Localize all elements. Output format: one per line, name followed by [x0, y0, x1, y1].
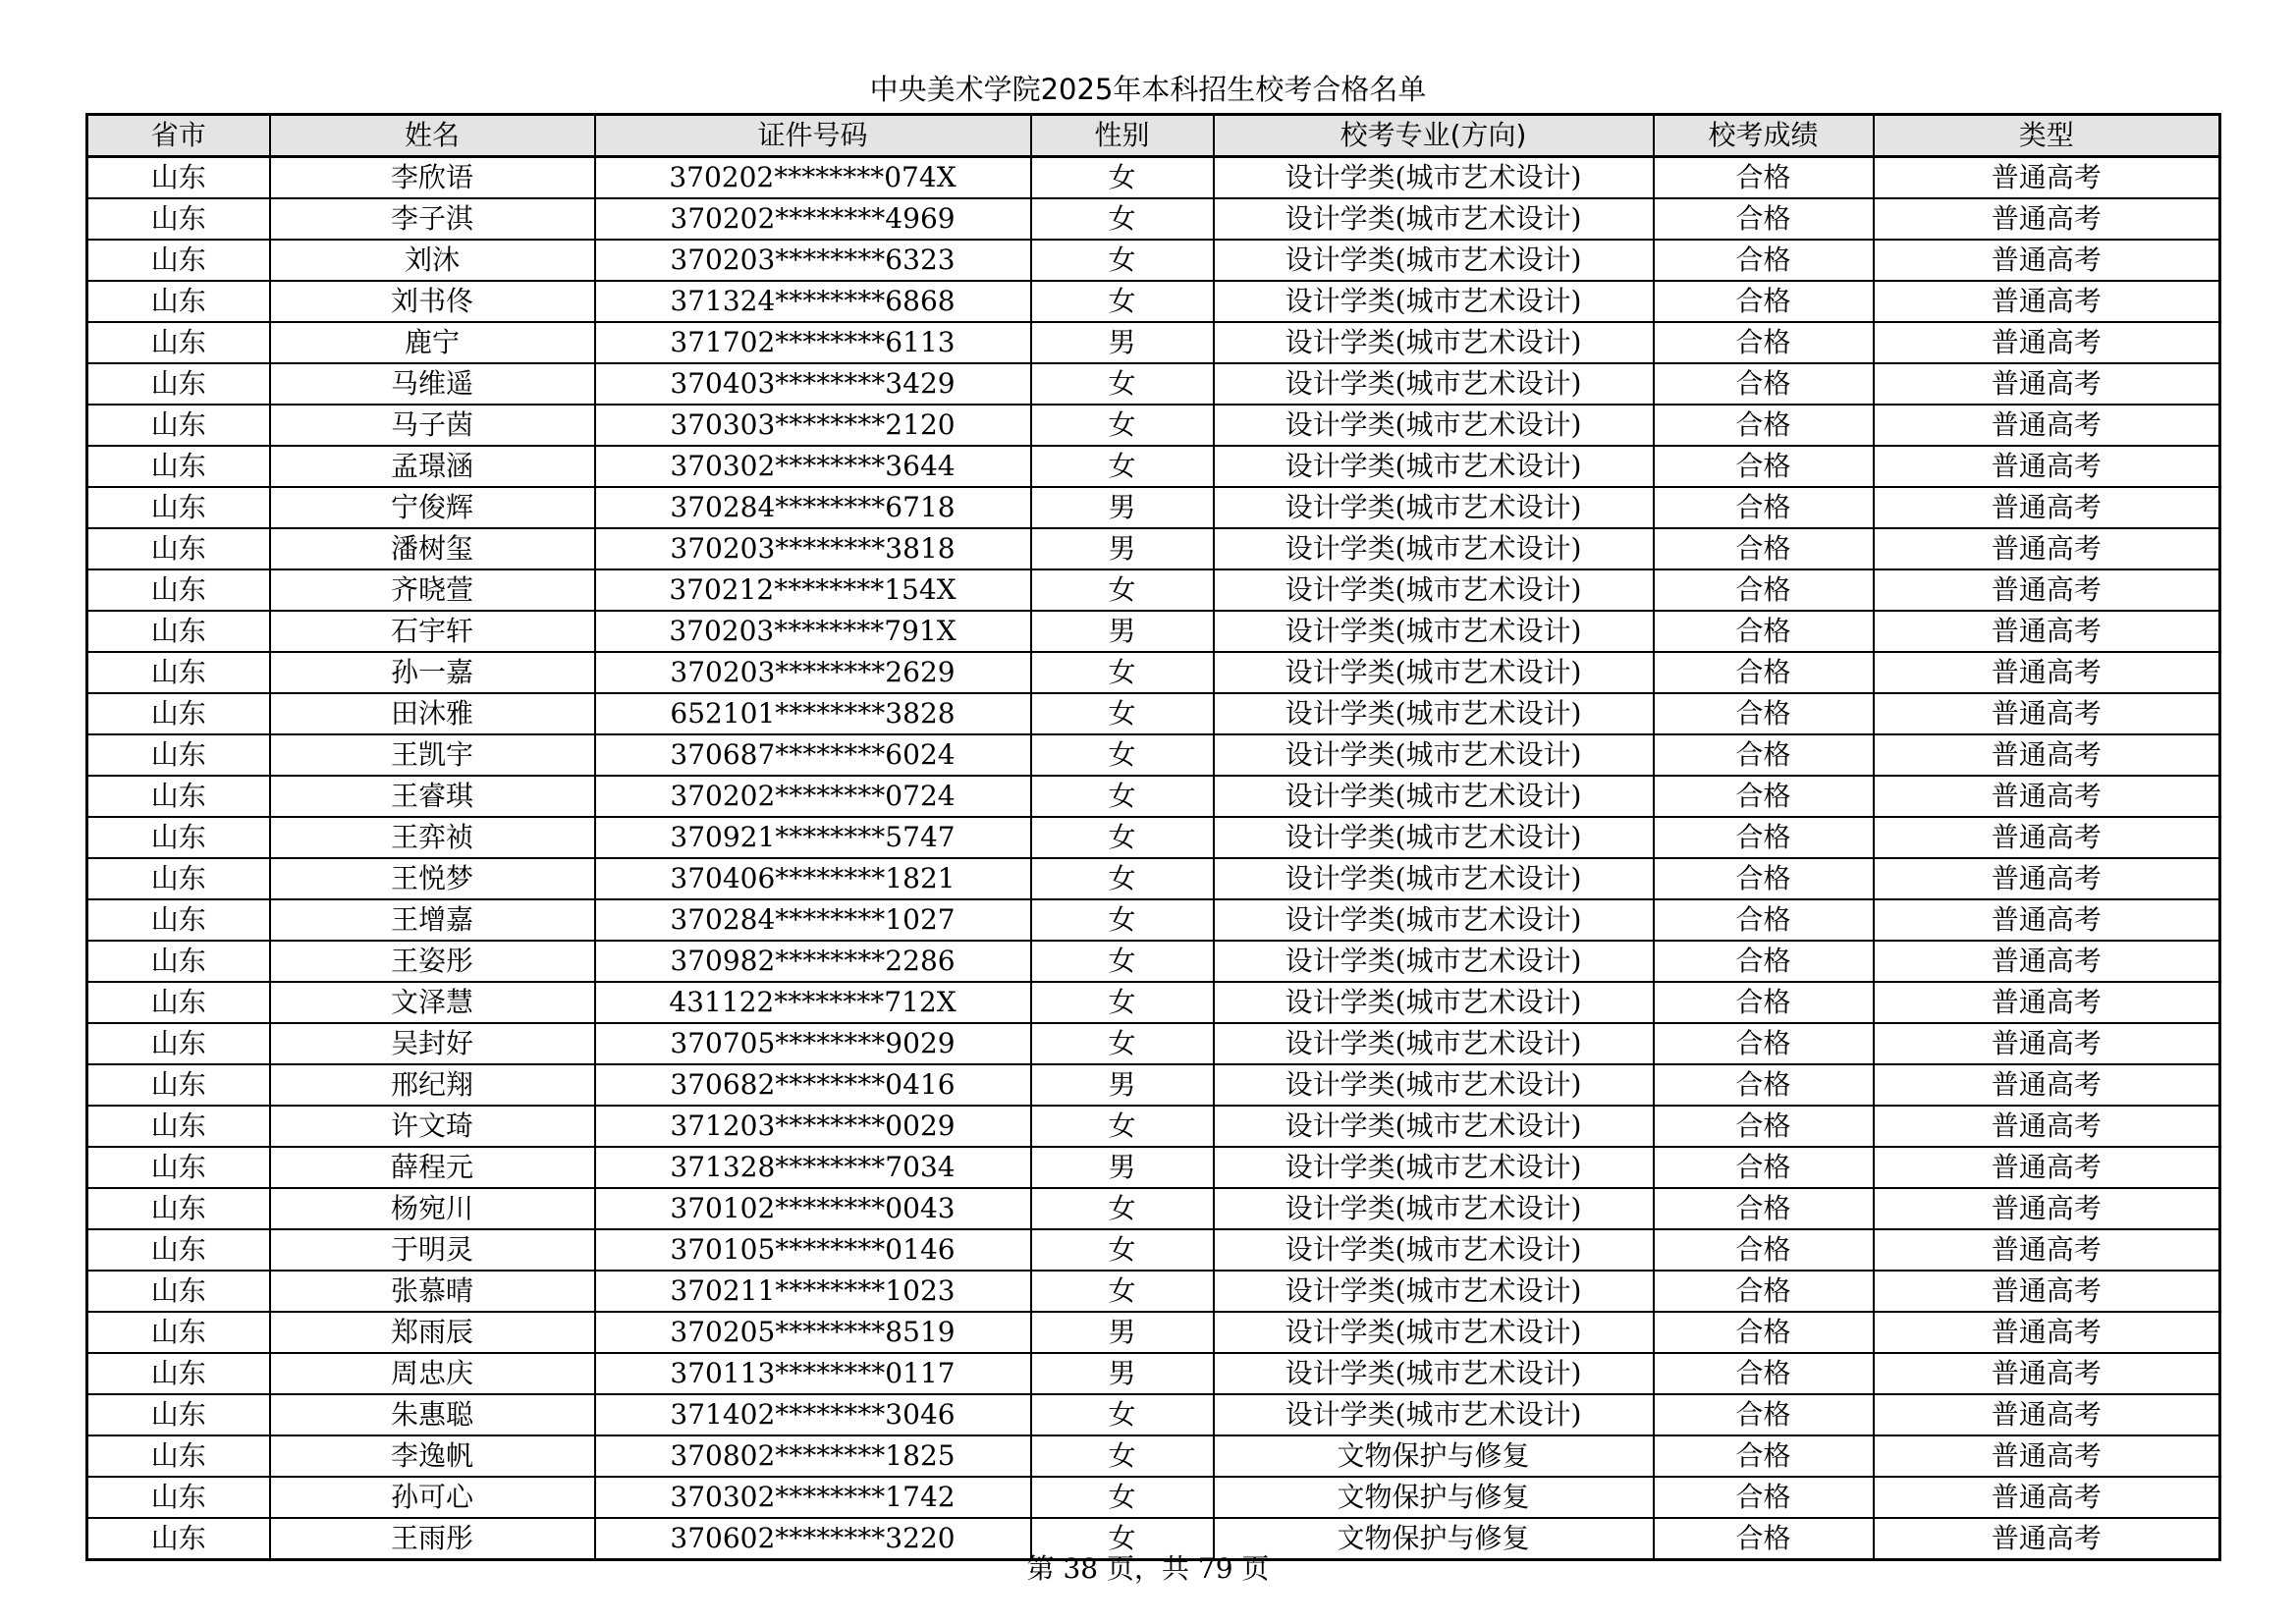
cell-id-number: 370203********791X: [595, 611, 1031, 652]
cell-province: 山东: [87, 1518, 270, 1560]
cell-name: 马子茵: [270, 405, 595, 446]
column-header-name: 姓名: [270, 115, 595, 157]
cell-result: 合格: [1654, 1435, 1874, 1477]
cell-province: 山东: [87, 1106, 270, 1147]
cell-province: 山东: [87, 1353, 270, 1394]
cell-gender: 女: [1031, 1106, 1214, 1147]
table-row: [87, 240, 2220, 281]
table-row: [87, 1023, 2220, 1064]
cell-id-number: 371203********0029: [595, 1106, 1031, 1147]
cell-id-number: 370687********6024: [595, 734, 1031, 776]
cell-result: 合格: [1654, 1271, 1874, 1312]
cell-major: 设计学类(城市艺术设计): [1214, 652, 1654, 693]
cell-result: 合格: [1654, 1477, 1874, 1518]
table-header-row: [87, 115, 2220, 157]
cell-name: 孙一嘉: [270, 652, 595, 693]
cell-name: 田沐雅: [270, 693, 595, 734]
cell-province: 山东: [87, 1477, 270, 1518]
cell-id-number: 371324********6868: [595, 281, 1031, 322]
table-row: [87, 569, 2220, 611]
cell-province: 山东: [87, 734, 270, 776]
cell-major: 设计学类(城市艺术设计): [1214, 1188, 1654, 1229]
cell-major: 设计学类(城市艺术设计): [1214, 1106, 1654, 1147]
column-header-major: 校考专业(方向): [1214, 115, 1654, 157]
cell-gender: 女: [1031, 776, 1214, 817]
cell-province: 山东: [87, 1188, 270, 1229]
cell-gender: 女: [1031, 693, 1214, 734]
cell-id-number: 370406********1821: [595, 858, 1031, 899]
cell-type: 普通高考: [1874, 1312, 2220, 1353]
cell-id-number: 370212********154X: [595, 569, 1031, 611]
cell-major: 设计学类(城市艺术设计): [1214, 363, 1654, 405]
cell-name: 潘树玺: [270, 528, 595, 569]
cell-major: 设计学类(城市艺术设计): [1214, 1271, 1654, 1312]
table-row: [87, 817, 2220, 858]
cell-province: 山东: [87, 363, 270, 405]
cell-province: 山东: [87, 569, 270, 611]
cell-name: 王凯宇: [270, 734, 595, 776]
cell-name: 张慕晴: [270, 1271, 595, 1312]
cell-major: 设计学类(城市艺术设计): [1214, 858, 1654, 899]
table-row: [87, 941, 2220, 982]
cell-result: 合格: [1654, 734, 1874, 776]
cell-province: 山东: [87, 1023, 270, 1064]
cell-gender: 女: [1031, 1394, 1214, 1435]
column-header-gender: 性别: [1031, 115, 1214, 157]
cell-province: 山东: [87, 281, 270, 322]
cell-type: 普通高考: [1874, 322, 2220, 363]
cell-result: 合格: [1654, 446, 1874, 487]
cell-type: 普通高考: [1874, 776, 2220, 817]
cell-gender: 女: [1031, 941, 1214, 982]
cell-gender: 女: [1031, 734, 1214, 776]
cell-province: 山东: [87, 1394, 270, 1435]
cell-id-number: 370303********2120: [595, 405, 1031, 446]
cell-name: 薛程元: [270, 1147, 595, 1188]
cell-type: 普通高考: [1874, 734, 2220, 776]
cell-province: 山东: [87, 487, 270, 528]
cell-id-number: 370102********0043: [595, 1188, 1031, 1229]
cell-name: 文泽慧: [270, 982, 595, 1023]
cell-province: 山东: [87, 1064, 270, 1106]
cell-type: 普通高考: [1874, 858, 2220, 899]
cell-result: 合格: [1654, 198, 1874, 240]
cell-id-number: 370205********8519: [595, 1312, 1031, 1353]
cell-id-number: 370203********2629: [595, 652, 1031, 693]
cell-gender: 男: [1031, 322, 1214, 363]
cell-type: 普通高考: [1874, 1147, 2220, 1188]
cell-name: 王雨彤: [270, 1518, 595, 1560]
cell-gender: 女: [1031, 198, 1214, 240]
cell-major: 设计学类(城市艺术设计): [1214, 611, 1654, 652]
cell-major: 设计学类(城市艺术设计): [1214, 899, 1654, 941]
cell-id-number: 370105********0146: [595, 1229, 1031, 1271]
cell-result: 合格: [1654, 487, 1874, 528]
cell-type: 普通高考: [1874, 363, 2220, 405]
cell-name: 朱惠聪: [270, 1394, 595, 1435]
cell-name: 宁俊辉: [270, 487, 595, 528]
cell-result: 合格: [1654, 405, 1874, 446]
cell-province: 山东: [87, 611, 270, 652]
cell-id-number: 370202********4969: [595, 198, 1031, 240]
cell-name: 王增嘉: [270, 899, 595, 941]
cell-gender: 女: [1031, 652, 1214, 693]
cell-result: 合格: [1654, 569, 1874, 611]
cell-major: 设计学类(城市艺术设计): [1214, 157, 1654, 199]
cell-gender: 男: [1031, 1064, 1214, 1106]
cell-major: 文物保护与修复: [1214, 1435, 1654, 1477]
cell-province: 山东: [87, 899, 270, 941]
cell-result: 合格: [1654, 982, 1874, 1023]
cell-type: 普通高考: [1874, 1394, 2220, 1435]
cell-result: 合格: [1654, 1353, 1874, 1394]
cell-major: 设计学类(城市艺术设计): [1214, 1147, 1654, 1188]
cell-major: 设计学类(城市艺术设计): [1214, 982, 1654, 1023]
table-row: [87, 405, 2220, 446]
cell-type: 普通高考: [1874, 528, 2220, 569]
table-row: [87, 1064, 2220, 1106]
cell-name: 刘书佟: [270, 281, 595, 322]
cell-major: 设计学类(城市艺术设计): [1214, 817, 1654, 858]
cell-type: 普通高考: [1874, 1064, 2220, 1106]
table-row: [87, 487, 2220, 528]
cell-gender: 女: [1031, 1271, 1214, 1312]
cell-major: 文物保护与修复: [1214, 1477, 1654, 1518]
cell-major: 设计学类(城市艺术设计): [1214, 1229, 1654, 1271]
cell-name: 王睿琪: [270, 776, 595, 817]
cell-result: 合格: [1654, 1188, 1874, 1229]
cell-name: 于明灵: [270, 1229, 595, 1271]
cell-name: 郑雨辰: [270, 1312, 595, 1353]
cell-gender: 女: [1031, 1023, 1214, 1064]
cell-result: 合格: [1654, 899, 1874, 941]
cell-province: 山东: [87, 776, 270, 817]
cell-major: 设计学类(城市艺术设计): [1214, 693, 1654, 734]
cell-id-number: 370113********0117: [595, 1353, 1031, 1394]
cell-result: 合格: [1654, 1394, 1874, 1435]
cell-name: 王悦梦: [270, 858, 595, 899]
table-row: [87, 1477, 2220, 1518]
cell-result: 合格: [1654, 1064, 1874, 1106]
cell-gender: 男: [1031, 1147, 1214, 1188]
cell-name: 王姿彤: [270, 941, 595, 982]
cell-id-number: 370302********1742: [595, 1477, 1031, 1518]
cell-type: 普通高考: [1874, 1271, 2220, 1312]
cell-gender: 女: [1031, 363, 1214, 405]
cell-major: 设计学类(城市艺术设计): [1214, 446, 1654, 487]
cell-id-number: 370602********3220: [595, 1518, 1031, 1560]
cell-name: 杨宛川: [270, 1188, 595, 1229]
cell-result: 合格: [1654, 1312, 1874, 1353]
cell-major: 设计学类(城市艺术设计): [1214, 405, 1654, 446]
cell-province: 山东: [87, 693, 270, 734]
cell-type: 普通高考: [1874, 1477, 2220, 1518]
cell-major: 设计学类(城市艺术设计): [1214, 487, 1654, 528]
cell-id-number: 370203********6323: [595, 240, 1031, 281]
cell-name: 李逸帆: [270, 1435, 595, 1477]
cell-major: 设计学类(城市艺术设计): [1214, 1394, 1654, 1435]
cell-result: 合格: [1654, 611, 1874, 652]
cell-gender: 女: [1031, 281, 1214, 322]
cell-name: 李子淇: [270, 198, 595, 240]
cell-major: 设计学类(城市艺术设计): [1214, 281, 1654, 322]
cell-result: 合格: [1654, 652, 1874, 693]
table-row: [87, 322, 2220, 363]
cell-type: 普通高考: [1874, 1518, 2220, 1560]
cell-type: 普通高考: [1874, 1106, 2220, 1147]
cell-province: 山东: [87, 858, 270, 899]
cell-major: 设计学类(城市艺术设计): [1214, 1312, 1654, 1353]
cell-type: 普通高考: [1874, 611, 2220, 652]
cell-name: 王弈祯: [270, 817, 595, 858]
cell-result: 合格: [1654, 1147, 1874, 1188]
cell-id-number: 370211********1023: [595, 1271, 1031, 1312]
table-row: [87, 858, 2220, 899]
cell-type: 普通高考: [1874, 982, 2220, 1023]
cell-result: 合格: [1654, 281, 1874, 322]
cell-province: 山东: [87, 817, 270, 858]
cell-id-number: 370403********3429: [595, 363, 1031, 405]
cell-result: 合格: [1654, 1518, 1874, 1560]
cell-major: 设计学类(城市艺术设计): [1214, 941, 1654, 982]
cell-name: 许文琦: [270, 1106, 595, 1147]
table-row: [87, 734, 2220, 776]
admission-table: [85, 113, 2221, 1561]
cell-gender: 女: [1031, 817, 1214, 858]
table-row: [87, 982, 2220, 1023]
cell-type: 普通高考: [1874, 817, 2220, 858]
cell-type: 普通高考: [1874, 899, 2220, 941]
column-header-type: 类型: [1874, 115, 2220, 157]
cell-major: 设计学类(城市艺术设计): [1214, 1353, 1654, 1394]
column-header-province: 省市: [87, 115, 270, 157]
table-row: [87, 1394, 2220, 1435]
table-row: [87, 1229, 2220, 1271]
cell-id-number: 371402********3046: [595, 1394, 1031, 1435]
cell-major: 设计学类(城市艺术设计): [1214, 528, 1654, 569]
cell-id-number: 370284********6718: [595, 487, 1031, 528]
table-row: [87, 776, 2220, 817]
cell-name: 马维遥: [270, 363, 595, 405]
cell-id-number: 370921********5747: [595, 817, 1031, 858]
table-row: [87, 198, 2220, 240]
cell-id-number: 370202********0724: [595, 776, 1031, 817]
cell-major: 设计学类(城市艺术设计): [1214, 1064, 1654, 1106]
table-row: [87, 899, 2220, 941]
cell-name: 周忠庆: [270, 1353, 595, 1394]
cell-gender: 女: [1031, 240, 1214, 281]
cell-name: 李欣语: [270, 157, 595, 199]
cell-result: 合格: [1654, 941, 1874, 982]
cell-type: 普通高考: [1874, 693, 2220, 734]
cell-gender: 女: [1031, 858, 1214, 899]
cell-type: 普通高考: [1874, 405, 2220, 446]
cell-id-number: 370982********2286: [595, 941, 1031, 982]
cell-province: 山东: [87, 528, 270, 569]
cell-type: 普通高考: [1874, 569, 2220, 611]
page-number: 第 38 页，共 79 页: [1026, 1552, 1270, 1585]
cell-type: 普通高考: [1874, 1023, 2220, 1064]
cell-name: 鹿宁: [270, 322, 595, 363]
cell-gender: 女: [1031, 405, 1214, 446]
cell-id-number: 371328********7034: [595, 1147, 1031, 1188]
cell-province: 山东: [87, 446, 270, 487]
cell-type: 普通高考: [1874, 446, 2220, 487]
table-row: [87, 1188, 2220, 1229]
cell-major: 设计学类(城市艺术设计): [1214, 1023, 1654, 1064]
table-row: [87, 1106, 2220, 1147]
table-row: [87, 1312, 2220, 1353]
table-body: [87, 157, 2220, 1560]
cell-name: 孙可心: [270, 1477, 595, 1518]
cell-province: 山东: [87, 157, 270, 199]
cell-gender: 女: [1031, 1477, 1214, 1518]
cell-result: 合格: [1654, 1229, 1874, 1271]
cell-id-number: 370203********3818: [595, 528, 1031, 569]
cell-name: 石宇轩: [270, 611, 595, 652]
cell-id-number: 370284********1027: [595, 899, 1031, 941]
table-row: [87, 281, 2220, 322]
cell-gender: 女: [1031, 982, 1214, 1023]
cell-result: 合格: [1654, 693, 1874, 734]
document-title: 中央美术学院2025年本科招生校考合格名单: [869, 73, 1427, 106]
cell-province: 山东: [87, 1435, 270, 1477]
cell-gender: 男: [1031, 1353, 1214, 1394]
cell-gender: 女: [1031, 1518, 1214, 1560]
cell-type: 普通高考: [1874, 198, 2220, 240]
cell-type: 普通高考: [1874, 1229, 2220, 1271]
cell-type: 普通高考: [1874, 240, 2220, 281]
cell-gender: 女: [1031, 569, 1214, 611]
cell-gender: 女: [1031, 1188, 1214, 1229]
cell-major: 设计学类(城市艺术设计): [1214, 776, 1654, 817]
cell-gender: 女: [1031, 1435, 1214, 1477]
cell-type: 普通高考: [1874, 652, 2220, 693]
cell-province: 山东: [87, 1229, 270, 1271]
cell-province: 山东: [87, 982, 270, 1023]
cell-gender: 男: [1031, 1312, 1214, 1353]
table-row: [87, 1435, 2220, 1477]
cell-name: 刘沐: [270, 240, 595, 281]
cell-gender: 女: [1031, 157, 1214, 199]
cell-major: 设计学类(城市艺术设计): [1214, 198, 1654, 240]
cell-gender: 女: [1031, 899, 1214, 941]
cell-result: 合格: [1654, 528, 1874, 569]
table-row: [87, 157, 2220, 199]
cell-result: 合格: [1654, 240, 1874, 281]
table-row: [87, 1271, 2220, 1312]
cell-name: 齐晓萱: [270, 569, 595, 611]
table-row: [87, 1353, 2220, 1394]
cell-result: 合格: [1654, 157, 1874, 199]
cell-gender: 男: [1031, 611, 1214, 652]
cell-type: 普通高考: [1874, 1353, 2220, 1394]
cell-id-number: 371702********6113: [595, 322, 1031, 363]
cell-province: 山东: [87, 941, 270, 982]
cell-major: 文物保护与修复: [1214, 1518, 1654, 1560]
cell-result: 合格: [1654, 817, 1874, 858]
cell-type: 普通高考: [1874, 487, 2220, 528]
cell-major: 设计学类(城市艺术设计): [1214, 569, 1654, 611]
cell-result: 合格: [1654, 363, 1874, 405]
cell-type: 普通高考: [1874, 157, 2220, 199]
cell-result: 合格: [1654, 858, 1874, 899]
table-row: [87, 528, 2220, 569]
cell-result: 合格: [1654, 1106, 1874, 1147]
cell-result: 合格: [1654, 322, 1874, 363]
cell-province: 山东: [87, 198, 270, 240]
table-row: [87, 652, 2220, 693]
cell-province: 山东: [87, 652, 270, 693]
cell-major: 设计学类(城市艺术设计): [1214, 322, 1654, 363]
cell-name: 吴封好: [270, 1023, 595, 1064]
table-row: [87, 693, 2220, 734]
cell-id-number: 370302********3644: [595, 446, 1031, 487]
cell-province: 山东: [87, 405, 270, 446]
cell-gender: 女: [1031, 1229, 1214, 1271]
cell-type: 普通高考: [1874, 1435, 2220, 1477]
cell-type: 普通高考: [1874, 1188, 2220, 1229]
cell-gender: 女: [1031, 446, 1214, 487]
cell-name: 邢纪翔: [270, 1064, 595, 1106]
cell-type: 普通高考: [1874, 941, 2220, 982]
cell-id-number: 370202********074X: [595, 157, 1031, 199]
cell-gender: 男: [1031, 487, 1214, 528]
cell-major: 设计学类(城市艺术设计): [1214, 240, 1654, 281]
table-row: [87, 446, 2220, 487]
cell-province: 山东: [87, 1271, 270, 1312]
table-row: [87, 611, 2220, 652]
table-row: [87, 363, 2220, 405]
column-header-result: 校考成绩: [1654, 115, 1874, 157]
cell-province: 山东: [87, 240, 270, 281]
cell-id-number: 652101********3828: [595, 693, 1031, 734]
column-header-id-number: 证件号码: [595, 115, 1031, 157]
cell-province: 山东: [87, 1312, 270, 1353]
cell-result: 合格: [1654, 1023, 1874, 1064]
cell-id-number: 370705********9029: [595, 1023, 1031, 1064]
table-row: [87, 1147, 2220, 1188]
cell-id-number: 370802********1825: [595, 1435, 1031, 1477]
cell-id-number: 370682********0416: [595, 1064, 1031, 1106]
cell-name: 孟璟涵: [270, 446, 595, 487]
cell-id-number: 431122********712X: [595, 982, 1031, 1023]
cell-province: 山东: [87, 1147, 270, 1188]
cell-province: 山东: [87, 322, 270, 363]
cell-result: 合格: [1654, 776, 1874, 817]
cell-type: 普通高考: [1874, 281, 2220, 322]
cell-major: 设计学类(城市艺术设计): [1214, 734, 1654, 776]
cell-gender: 男: [1031, 528, 1214, 569]
